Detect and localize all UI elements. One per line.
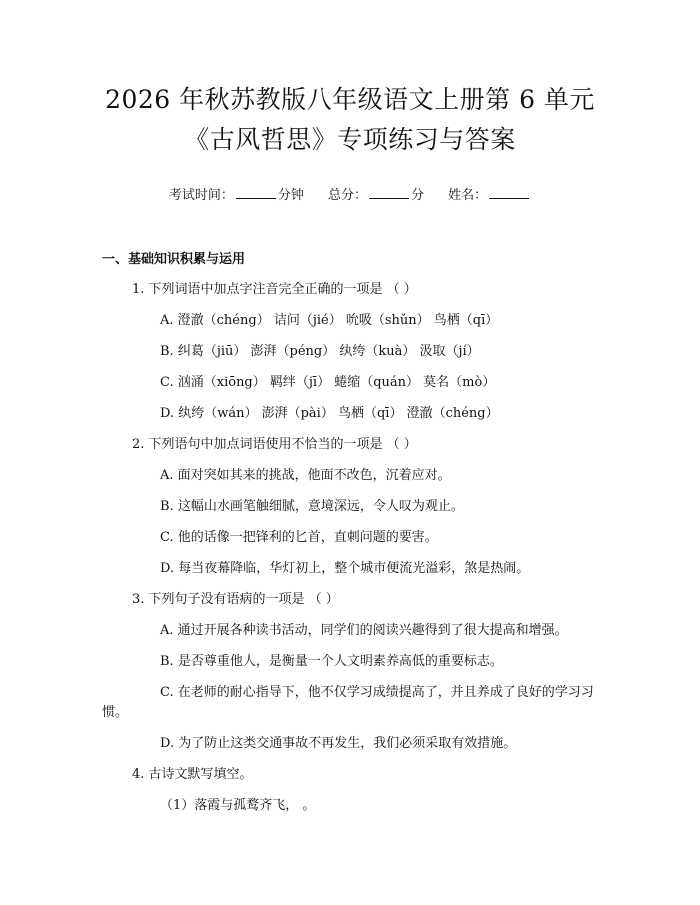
total-score-blank[interactable]	[369, 186, 409, 199]
question-1: 1. 下列词语中加点字注音完全正确的一项是 （ ）	[132, 282, 417, 297]
exam-time-blank[interactable]	[236, 186, 276, 199]
question-2-option-d: D. 每当夜幕降临，华灯初上，整个城市便流光溢彩，煞是热闹。	[160, 561, 530, 576]
exam-meta	[96, 184, 604, 204]
question-1-option-d: D. 纨绔（wán） 澎湃（pài） 鸟栖（qī） 澄澈（chéng）	[160, 406, 499, 421]
question-4-sub-1: （1）落霞与孤鹜齐飞， 。	[160, 798, 316, 813]
question-3: 3. 下列句子没有语病的一项是 （ ）	[132, 592, 339, 607]
question-2-option-c: C. 他的话像一把锋利的匕首，直刺问题的要害。	[160, 530, 438, 545]
question-3-option-d: D. 为了防止这类交通事故不再发生，我们必须采取有效措施。	[160, 736, 517, 751]
student-name-blank[interactable]	[489, 186, 529, 199]
exam-time-label: 考试时间：	[168, 188, 234, 203]
question-1-option-c: C. 汹涌（xiōng） 羁绊（jī） 蜷缩（quán） 莫名（mò）	[160, 375, 496, 390]
exam-time-unit: 分钟	[277, 188, 304, 203]
question-1-option-b: B. 纠葛（jiū） 澎湃（péng） 纨绔（kuà） 汲取（jí）	[160, 344, 480, 359]
question-1-option-a: A. 澄澈（chéng） 诘问（jié） 吮吸（shǔn） 鸟栖（qī）	[160, 313, 499, 328]
section-title: 一、基础知识积累与运用	[102, 252, 246, 267]
question-3-option-b: B. 是否尊重他人，是衡量一个人文明素养高低的重要标志。	[160, 654, 503, 669]
question-4: 4. 古诗文默写填空。	[132, 767, 253, 782]
student-name-label: 姓名：	[448, 188, 488, 203]
question-3-option-a: A. 通过开展各种读书活动，同学们的阅读兴趣得到了很大提高和增强。	[160, 623, 568, 638]
total-score-unit: 分	[411, 188, 425, 203]
question-2-option-b: B. 这幅山水画笔触细腻，意境深远，令人叹为观止。	[160, 499, 464, 514]
total-score-label: 总分：	[327, 188, 367, 203]
title-line-1: 2026 年秋苏教版八年级语文上册第 6 单元	[105, 85, 595, 114]
question-2: 2. 下列语句中加点词语使用不恰当的一项是 （ ）	[132, 437, 417, 452]
exam-time	[169, 188, 308, 203]
student-name	[448, 188, 531, 203]
question-3-option-c: C. 在老师的耐心指导下，他不仅学习成绩提高了，并且养成了良好的学习习惯。	[102, 685, 594, 720]
total-score	[328, 188, 428, 203]
question-2-option-a: A. 面对突如其来的挑战，他面不改色，沉着应对。	[160, 468, 451, 483]
title-line-2: 《古风哲思》专项练习与答案	[184, 125, 516, 154]
